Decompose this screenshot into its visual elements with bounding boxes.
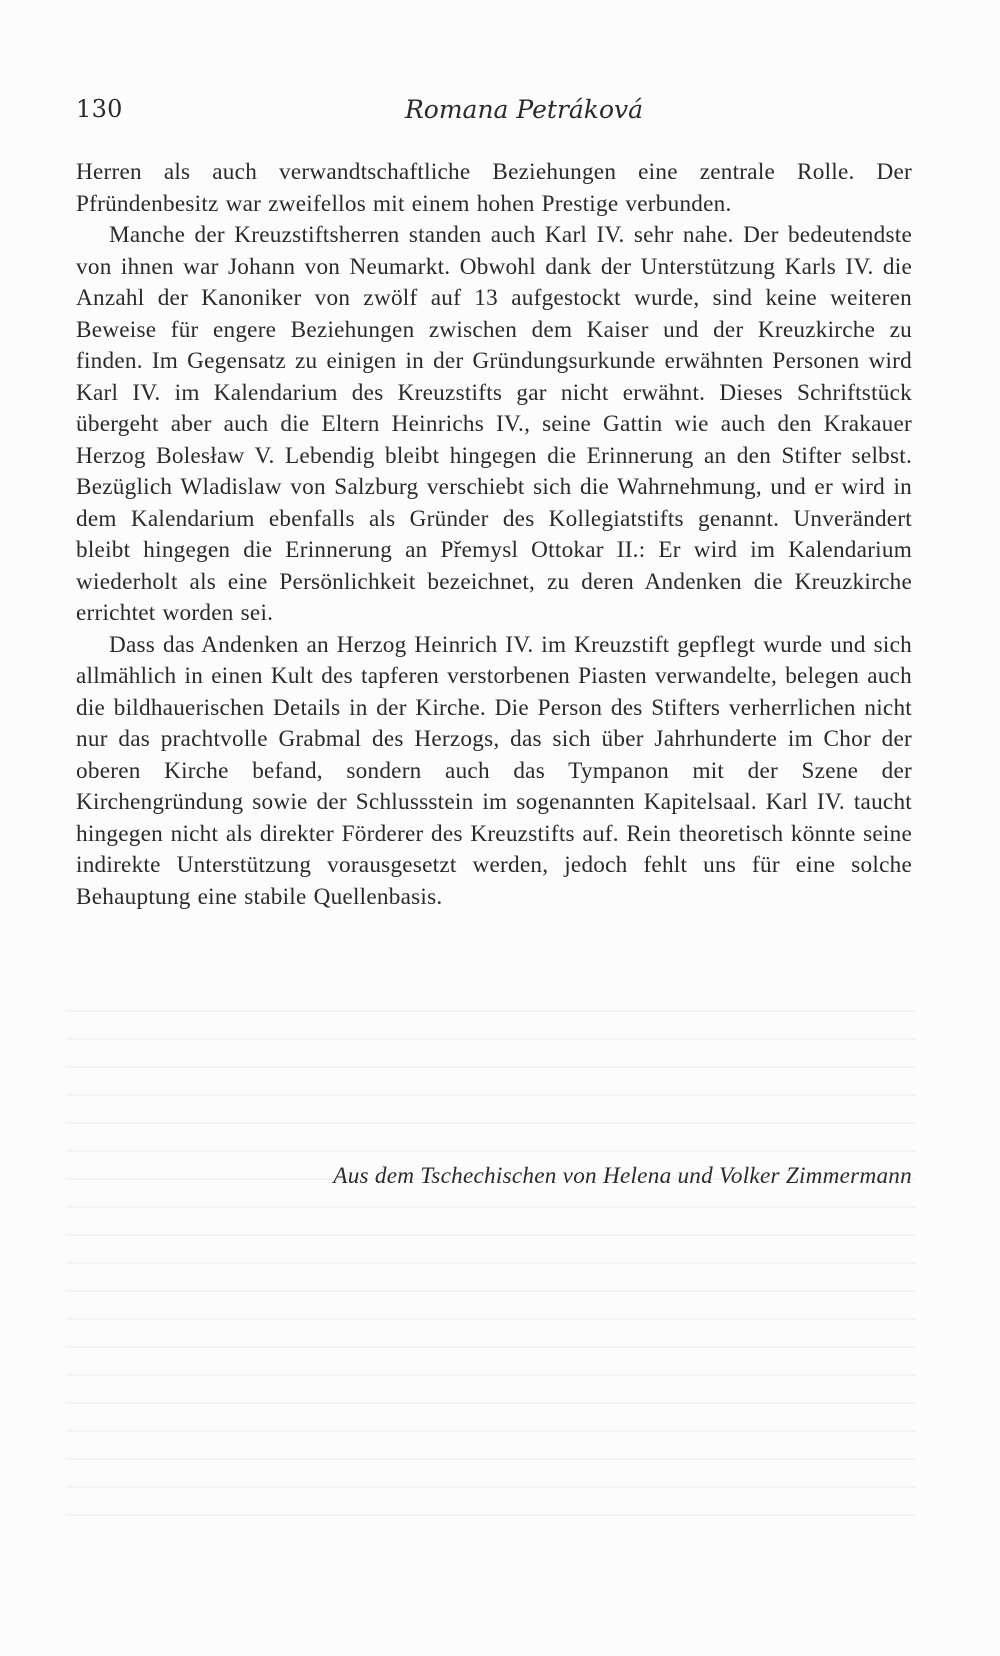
paragraph-continuation: Herren als auch verwandtschaftliche Beziehungen eine zentrale Rolle. Der Pfründenbesitz war zweifellos mit einem hohen Prestige verbunden. xyxy=(76,159,912,217)
show-through-texture xyxy=(66,1010,916,1530)
body-text xyxy=(76,157,912,1189)
paragraph-heinrich-kult: Dass das Andenken an Herzog Heinrich IV. im Kreuzstift gepflegt wurde und sich allmählich in einen Kult des tapferen verstorbenen Piasten verwandelte, belegen auch die bildhauerischen Details in der Kirche. Die Person des Stifters verherrlichen nicht nur das prachtvolle Grabmal des Herzogs, das sich über Jahrhunderte im Chor der oberen Kirche befand, sondern auch das Tympanon mit der Szene der Kirchengründung sowie der Schlussstein im sogenannten Kapitelsaal. Karl IV. taucht hingegen nicht als direkter Förderer des Kreuzstifts auf. Rein theoretisch könnte seine indirekte Unterstützung vorausgesetzt werden, jedoch fehlt uns für eine solche Behauptung eine stabile Quellenbasis. xyxy=(76,631,912,910)
page-number: 130 xyxy=(76,95,123,123)
running-title: Romana Petráková xyxy=(404,95,644,124)
translator-credit: Aus dem Tschechischen von Helena und Volker Zimmermann xyxy=(333,1163,912,1189)
running-header xyxy=(76,95,912,129)
paragraph-kreuzstift-herren: Manche der Kreuzstiftsherren standen auch Karl IV. sehr nahe. Der bedeutendste von ihnen war Johann von Neumarkt. Obwohl dank der Unterstützung Karls IV. die Anzahl der Kanoniker von zwölf auf 13 aufgestockt wurde, sind keine weiteren Beweise für engere Beziehungen zwischen dem Kaiser und der Kreuzkirche zu finden. Im Gegensatz zu einigen in der Gründungsurkunde erwähnten Personen wird Karl IV. im Kalendarium des Kreuzstifts gar nicht erwähnt. Dieses Schriftstück übergeht aber auch die Eltern Heinrichs IV., seine Gattin wie auch den Krakauer Herzog Bolesław V. Lebendig bleibt hingegen die Erinnerung an den Stifter selbst. Bezüglich Wladislaw von Salzburg verschiebt sich die Wahrnehmung, und er wird in dem Kalendarium ebenfalls als Gründer des Kollegiatstifts genannt. Unverändert bleibt hingegen die Erinnerung an Přemysl Ottokar II.: Er wird im Kalendarium wiederholt als eine Persönlichkeit bezeichnet, zu deren Andenken die Kreuzkirche errichtet worden sei. xyxy=(76,222,912,626)
